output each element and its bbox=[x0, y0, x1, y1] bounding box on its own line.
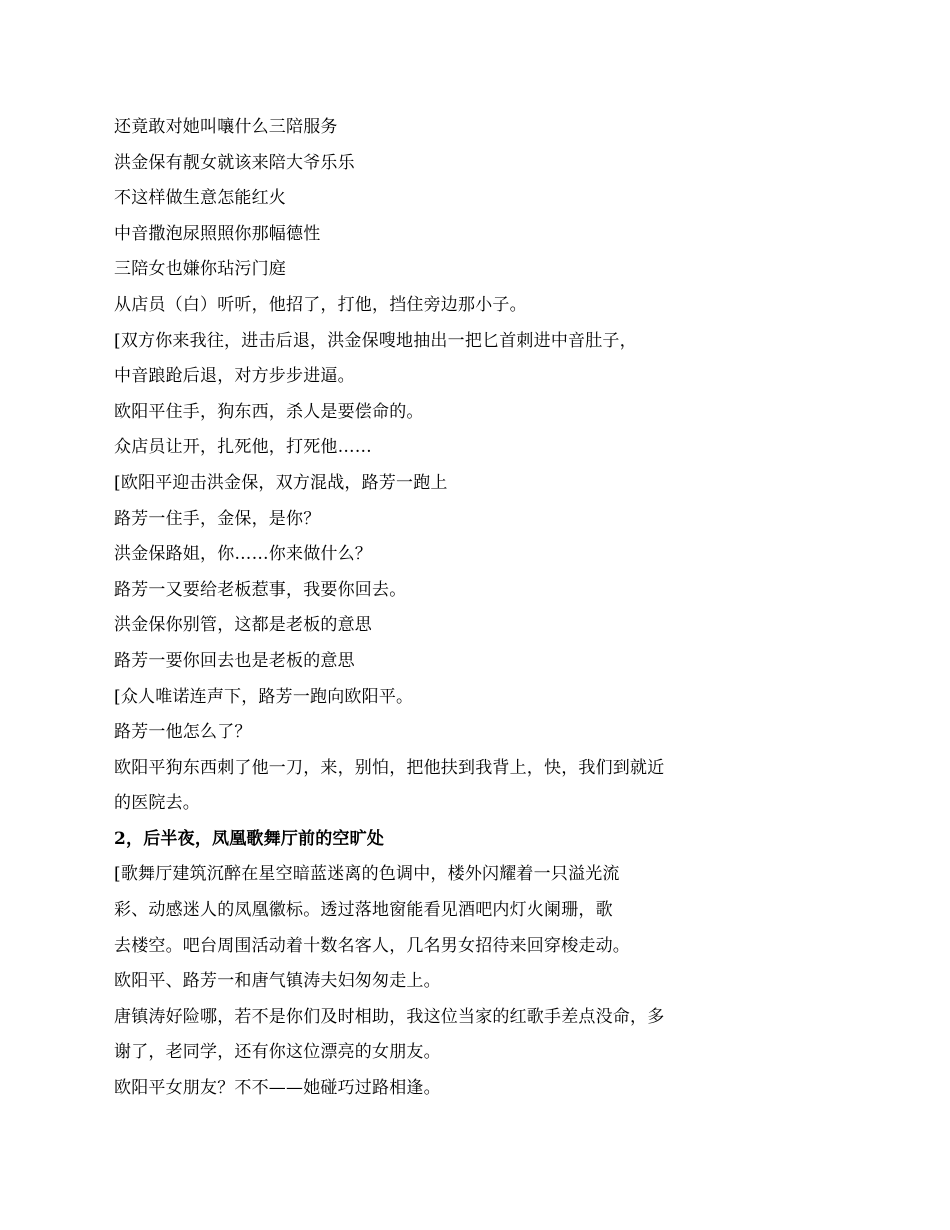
text-line: 洪金保路姐，你……你来做什么？ bbox=[114, 544, 372, 565]
text-line: 的医院去。 bbox=[114, 793, 200, 814]
text-line: 欧阳平、路芳一和唐气镇涛夫妇匆匆走上。 bbox=[114, 971, 441, 992]
scene-heading: 2，后半夜，凤凰歌舞厅前的空旷处 bbox=[114, 828, 385, 849]
stage-direction-line: 彩、动感迷人的凤凰徽标。透过落地窗能看见酒吧内灯火阑珊，歌 bbox=[114, 900, 613, 921]
text-line: 洪金保有靓女就该来陪大爷乐乐 bbox=[114, 152, 355, 173]
text-line: 路芳一又要给老板惹事，我要你回去。 bbox=[114, 579, 407, 600]
text-line: 洪金保你别管，这都是老板的意思 bbox=[114, 615, 372, 636]
stage-direction-line: 去楼空。吧台周围活动着十数名客人，几名男女招待来回穿梭走动。 bbox=[114, 935, 630, 956]
stage-direction-line: [欧阳平迎击洪金保，双方混战，路芳一跑上 bbox=[114, 472, 448, 493]
stage-direction-line: 中音踉跄后退，对方步步进逼。 bbox=[114, 366, 355, 387]
text-line: 从店员（白）听听，他招了，打他，挡住旁边那小子。 bbox=[114, 294, 527, 315]
text-line: 不这样做生意怎能红火 bbox=[114, 188, 286, 209]
text-line: 唐镇涛好险哪，若不是你们及时相助，我这位当家的红歌手差点没命，多 bbox=[114, 1006, 665, 1027]
text-line: 谢了，老同学，还有你这位漂亮的女朋友。 bbox=[114, 1042, 441, 1063]
text-line: 路芳一住手，金保，是你？ bbox=[114, 508, 321, 529]
stage-direction-line: [双方你来我往，进击后退，洪金保嗖地抽出一把匕首刺进中音肚子， bbox=[114, 330, 637, 351]
text-line: 众店员让开，扎死他，打死他…… bbox=[114, 437, 372, 458]
text-line: 欧阳平狗东西刺了他一刀，来，别怕，把他扶到我背上，快，我们到就近 bbox=[114, 757, 665, 778]
script-text-block bbox=[114, 110, 734, 1107]
text-line: 欧阳平女朋友？不不——她碰巧过路相逢。 bbox=[114, 1078, 441, 1099]
stage-direction-line: [众人唯诺连声下，路芳一跑向欧阳平。 bbox=[114, 686, 414, 707]
text-line: 路芳一要你回去也是老板的意思 bbox=[114, 650, 355, 671]
text-line: 欧阳平住手，狗东西，杀人是要偿命的。 bbox=[114, 401, 424, 422]
text-line: 中音撒泡尿照照你那幅德性 bbox=[114, 223, 321, 244]
text-line: 三陪女也嫌你玷污门庭 bbox=[114, 259, 286, 280]
stage-direction-line: [歌舞厅建筑沉醉在星空暗蓝迷离的色调中，楼外闪耀着一只溢光流 bbox=[114, 864, 620, 885]
text-line: 路芳一他怎么了？ bbox=[114, 722, 252, 743]
text-line: 还竟敢对她叫嚷什么三陪服务 bbox=[114, 117, 338, 137]
